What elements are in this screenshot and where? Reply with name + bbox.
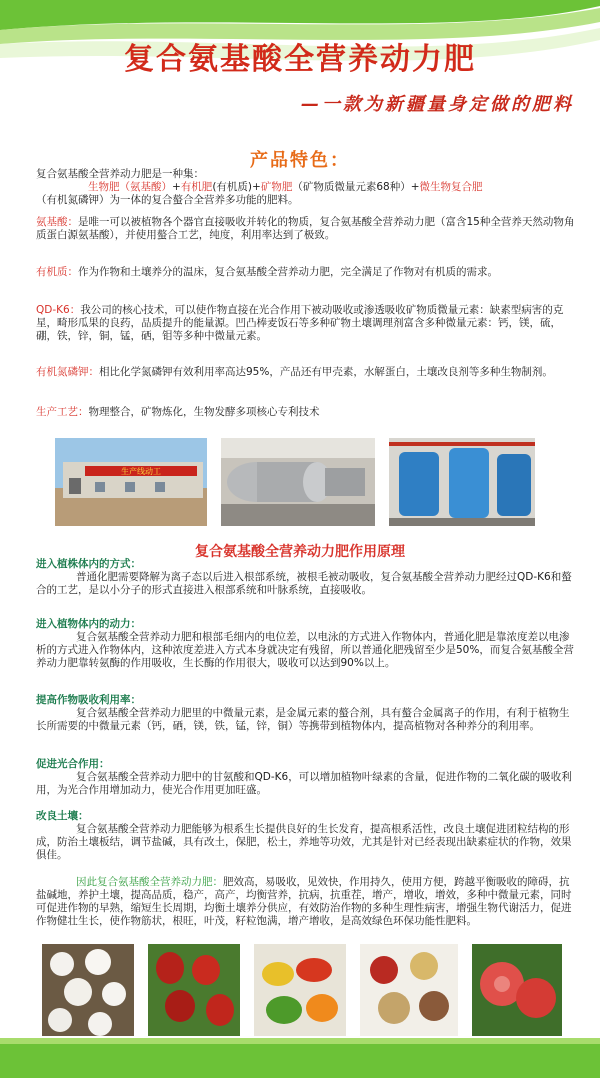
principle-s6-title: 因此复合氨基酸全营养动力肥：: [76, 876, 223, 888]
principle-s3-title: 提高作物吸收利用率：: [36, 694, 141, 706]
principle-s3-body: 复合氨基酸全营养动力肥里的中微量元素，是金属元素的螯合剂，具有螯合金属离子的作用，有利于植物生长所需要的中微量元素（钙，硒，镁，铁，锰，锌，铜）等携带到植物体内，提高植物对各种养分的利用率。: [36, 707, 570, 732]
principle-s4-text: [36, 771, 576, 797]
intro-mineral: 矿物肥: [260, 181, 293, 193]
feature-process: [36, 406, 576, 419]
process-label: 生产工艺：: [36, 406, 89, 418]
principle-heading: 复合氨基酸全营养动力肥作用原理: [195, 544, 405, 560]
principle-s2-text: [36, 631, 576, 670]
intro-tail: （有机氮磷钾）为一体的复合螯合全营养多功能的肥料。: [36, 194, 299, 206]
amino-text: 是唯一可以被植物各个器官直接吸收并转化的物质，复合氨基酸全营养动力肥（富含15种全营养天然动物角质蛋白源氨基酸），并使用螯合工艺，纯度，利用率达到了极致。: [36, 216, 575, 241]
principle-soil: [36, 810, 576, 862]
red-dates-photo: [148, 944, 240, 1036]
principle-absorption: [36, 694, 576, 733]
intro-microbial: 微生物复合肥: [419, 181, 483, 193]
plus-sign: +: [252, 181, 261, 193]
vegetables-photo: [254, 944, 346, 1036]
principle-s1-title: 进入植株体内的方式：: [36, 558, 141, 570]
principle-s2-title: 进入植物体内的动力：: [36, 618, 141, 630]
bottom-band-decoration: [0, 1038, 600, 1078]
page-title: 复合氨基酸全营养动力肥: [124, 42, 476, 77]
factory-sign-text: 生产线动工: [121, 467, 161, 476]
qdk6-label: QD-K6：: [36, 304, 81, 316]
principle-s3-text: [36, 707, 576, 733]
reactor-tanks-photo: [389, 438, 535, 526]
intro-mineral-paren: （矿物质微量元素68种）: [292, 181, 411, 193]
organic-text: 作为作物和土壤养分的温床，复合氨基酸全营养动力肥，完全满足了作物对有机质的需求。: [78, 266, 498, 278]
pomegranate-photo: [472, 944, 562, 1036]
principle-s1-body: 普通化肥需要降解为离子态以后进入根部系统，被根毛被动吸收，复合氨基酸全营养动力肥经过QD-K6和螯合的工艺，是以小分子的形式直接进入根部系统和叶脉系统，直接吸收。: [36, 571, 572, 596]
principle-s5-text: [36, 823, 576, 862]
intro-organic: 有机肥: [180, 181, 213, 193]
qdk6-text: 我公司的核心技术，可以使作物直接在光合作用下被动吸收或渗透吸收矿物质微量元素：缺素型病害的克星，畸形瓜果的良药，品质提升的能量源。凹凸棒麦饭石等多种矿物土壤调理剂富含多种微量元素：钙，镁，硫，硼，铁，锌，铜，锰，硒，钼等多种中微量元素。: [36, 304, 564, 342]
principle-photosynthesis: [36, 758, 576, 797]
principle-s5-title: 改良土壤：: [36, 810, 89, 822]
principle-s4-title: 促进光合作用：: [36, 758, 110, 770]
organic-label: 有机质：: [36, 266, 78, 278]
factory-building-photo: [55, 438, 207, 526]
principle-entry-force: [36, 618, 576, 670]
plus-sign: +: [172, 181, 181, 193]
tank-hall-photo: [221, 438, 375, 526]
feature-amino: [36, 216, 576, 242]
intro-composition: [36, 181, 576, 194]
principle-s6-text: 肥效高，易吸收，见效快，作用持久，使用方便，跨越平衡吸收的障碍，抗盐碱地，养护土壤，提高品质，稳产，高产，均衡营养，抗病，抗重茬，增产，增收，增效，多种中微量元素，同时可促进作物的早熟，缩短生长周期，均衡土壤养分供应，有效防治作物的多种生理性病害，增强生物代谢活力，促进作物健壮生长，使作物筋状，根旺，叶茂，籽粒饱满，增产增收，是高效绿色环保功能性肥料。: [36, 876, 572, 927]
features-intro: [36, 168, 576, 207]
intro-organic-paren: (有机质): [212, 181, 253, 193]
page-subtitle: —一款为新疆量身定做的肥料: [301, 94, 574, 115]
principle-entry-method: [36, 558, 576, 597]
feature-qdk6: [36, 304, 576, 343]
feature-organic: [36, 266, 576, 279]
intro-bio: 生物肥（氨基酸）: [88, 181, 172, 193]
amino-label: 氨基酸：: [36, 216, 78, 228]
principle-s5-body: 复合氨基酸全营养动力肥能够为根系生长提供良好的生长发育，提高根系活性，改良土壤促进团粒结构的形成，防治土壤板结，调节盐碱，具有改土，保肥，松土，养地等功效，尤其是针对已经表现出缺素症状的作物，效果俱佳。: [36, 823, 572, 861]
herbs-photo: [360, 944, 458, 1036]
npk-label: 有机氮磷钾：: [36, 366, 99, 378]
features-heading: 产品特色：: [250, 150, 350, 171]
intro-line: 复合氨基酸全营养动力肥是一种集：: [36, 168, 204, 180]
cotton-photo: [42, 944, 134, 1036]
principle-summary: [36, 876, 576, 928]
npk-text: 相比化学氮磷钾有效利用率高达95%，产品还有甲壳素，水解蛋白，土壤改良剂等多种生物制剂。: [99, 366, 553, 378]
principle-s4-body: 复合氨基酸全营养动力肥中的甘氨酸和QD-K6，可以增加植物叶绿素的含量，促进作物的二氧化碳的吸收利用，为光合作用增加动力，使光合作用更加旺盛。: [36, 771, 572, 796]
factory-photos: [55, 438, 535, 526]
principle-s2-body: 复合氨基酸全营养动力肥和根部毛细内的电位差，以电泳的方式进入作物体内，普通化肥是靠浓度差以电渗析的方式进入作物体内，这种浓度差进入方式本身就决定有残留，所以普通化肥残留至少是50%，而复合氨基酸全营养动力肥靠转氨酶的作用吸收，生长酶的作用很大，吸收可以达到90%以上。: [36, 631, 574, 669]
principle-s1-text: [36, 571, 576, 597]
produce-photos: [42, 944, 562, 1036]
process-text: 物理整合，矿物炼化，生物发酵多项核心专利技术: [88, 406, 320, 418]
plus-sign: +: [410, 181, 420, 193]
feature-npk: [36, 366, 576, 379]
